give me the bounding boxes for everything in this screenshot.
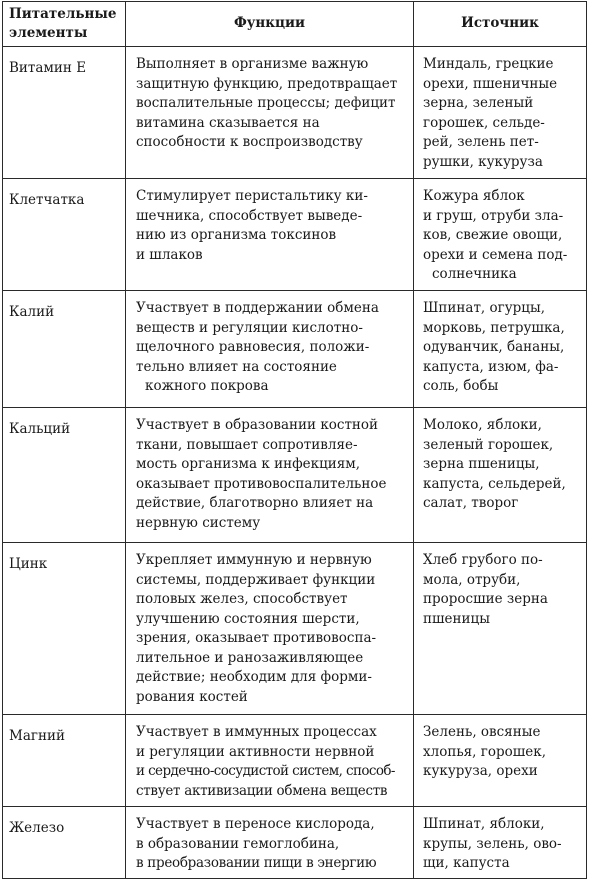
- function-cell: [126, 47, 414, 179]
- source-cell: [414, 408, 587, 543]
- source-line: крупы, зелень, ово-: [423, 835, 562, 852]
- function-line: лительное и ранозаживляющее: [136, 649, 364, 666]
- source-line: орехи и семена под-: [423, 246, 568, 263]
- function-line: нервную систему: [136, 514, 261, 531]
- source-cell: [414, 715, 587, 807]
- source-line: рушки, кукуруза: [423, 153, 543, 170]
- source-line: салат, творог: [423, 495, 519, 511]
- function-line: Стимулирует перистальтику ки-: [136, 188, 368, 204]
- function-cell: [126, 291, 414, 408]
- source-line: проросшие зерна: [423, 591, 548, 607]
- nutrient-name: Калий: [3, 291, 126, 408]
- function-line: Участвует в образовании костной: [136, 417, 379, 433]
- source-line: Кожура яблок: [423, 188, 525, 204]
- source-line: пшеницы: [423, 610, 490, 627]
- function-line: рования костей: [136, 688, 248, 705]
- header-row: [3, 2, 587, 47]
- table-row: [3, 179, 587, 291]
- header-nutrients: [3, 2, 126, 47]
- source-line: морковь, петрушка,: [423, 319, 565, 336]
- function-line: нию из организма токсинов: [136, 227, 337, 243]
- source-line: капуста, изюм, фа-: [423, 358, 559, 375]
- header-nutrients-line: Питательные: [9, 5, 117, 22]
- function-line: Участвует в поддержании обмена: [136, 300, 379, 316]
- nutrient-name: Витамин Е: [3, 47, 126, 179]
- source-line: зерна пшеницы,: [423, 456, 540, 472]
- function-line: мость организма к инфекциям,: [136, 456, 361, 472]
- source-line: зеленый горошек,: [423, 436, 554, 453]
- function-line: и шлаков: [136, 246, 203, 263]
- header-source: Источник: [414, 2, 587, 47]
- source-line: солнечника: [432, 266, 517, 282]
- function-line: половых желез, способствует: [136, 591, 348, 607]
- source-line: Миндаль, грецкие: [423, 56, 554, 72]
- table-row: [3, 807, 587, 879]
- table-row: [3, 715, 587, 807]
- function-line: витамина сказывается на: [136, 114, 320, 131]
- table-row: [3, 408, 587, 543]
- source-line: щи, капуста: [423, 855, 510, 871]
- table-row: [3, 47, 587, 179]
- function-line: в образовании гемоглобина,: [136, 835, 340, 852]
- source-line: Молоко, яблоки,: [423, 417, 542, 433]
- nutrient-name: Магний: [3, 715, 126, 807]
- function-line: и регуляции активности нервной: [136, 743, 375, 760]
- function-line: зрения, оказывает противовоспа-: [136, 630, 377, 646]
- source-line: хлопья, горошек,: [423, 743, 547, 760]
- function-line: шечника, способствует выведе-: [136, 207, 363, 224]
- table-row: [3, 291, 587, 408]
- function-line: защитную функцию, предотвращает: [136, 75, 398, 92]
- function-line: в преобразовании пищи в энергию: [136, 855, 377, 871]
- source-line: ков, свежие овощи,: [423, 227, 563, 243]
- function-line: воспалительные процессы; дефицит: [136, 95, 396, 111]
- function-cell: [126, 408, 414, 543]
- function-line: способности к воспроизводству: [136, 134, 363, 150]
- source-cell: [414, 47, 587, 179]
- function-cell: [126, 179, 414, 291]
- function-line: ствует активизации обмена веществ: [136, 782, 388, 799]
- function-line: оказывает противовоспалительное: [136, 475, 387, 492]
- nutrient-name: Железо: [3, 807, 126, 879]
- function-line: Участвует в иммунных процессах: [136, 724, 377, 740]
- function-line: улучшению состояния шерсти,: [136, 610, 360, 627]
- nutrients-table: [2, 1, 587, 879]
- nutrient-name: Клетчатка: [3, 179, 126, 291]
- source-cell: [414, 807, 587, 879]
- function-line: ткани, повышает сопротивляе-: [136, 436, 358, 453]
- function-line: веществ и регуляции кислотно-: [136, 319, 363, 336]
- source-line: мола, отруби,: [423, 571, 521, 588]
- source-line: и груш, отруби зла-: [423, 207, 564, 224]
- function-line: тельно влияет на состояние: [136, 358, 337, 375]
- source-line: одуванчик, бананы,: [423, 339, 565, 355]
- source-cell: [414, 179, 587, 291]
- table-row: [3, 543, 587, 715]
- source-cell: [414, 543, 587, 715]
- source-line: Шпинат, яблоки,: [423, 816, 545, 832]
- function-line: системы, поддерживает функции: [136, 571, 376, 588]
- source-line: кукуруза, орехи: [423, 763, 538, 779]
- header-functions: Функции: [126, 2, 414, 47]
- function-line: кожного покрова: [145, 378, 269, 394]
- source-line: горошек, сельде-: [423, 114, 545, 131]
- source-line: Хлеб грубого по-: [423, 552, 543, 568]
- source-line: капуста, сельдерей,: [423, 475, 566, 492]
- source-line: соль, бобы: [423, 378, 499, 394]
- function-line: Укрепляет иммунную и нервную: [136, 552, 372, 568]
- source-line: орехи, пшеничные: [423, 75, 558, 92]
- function-line: Выполняет в организме важную: [136, 56, 369, 72]
- source-line: рей, зелень пет-: [423, 134, 539, 150]
- source-cell: [414, 291, 587, 408]
- nutrient-name: Кальций: [3, 408, 126, 543]
- source-line: Шпинат, огурцы,: [423, 300, 546, 316]
- function-line: щелочного равновесия, положи-: [136, 339, 370, 355]
- function-line: действие, благотворно влияет на: [136, 495, 374, 511]
- function-cell: [126, 543, 414, 715]
- header-nutrients-line: элементы: [9, 25, 88, 41]
- function-cell: [126, 807, 414, 879]
- source-line: Зелень, овсяные: [423, 724, 541, 740]
- function-line: и сердечно-сосудистой систем, способ-: [136, 763, 395, 779]
- nutrient-name: Цинк: [3, 543, 126, 715]
- source-line: зерна, зеленый: [423, 95, 534, 111]
- function-line: Участвует в переносе кислорода,: [136, 816, 375, 832]
- function-cell: [126, 715, 414, 807]
- function-line: действие; необходим для форми-: [136, 669, 372, 685]
